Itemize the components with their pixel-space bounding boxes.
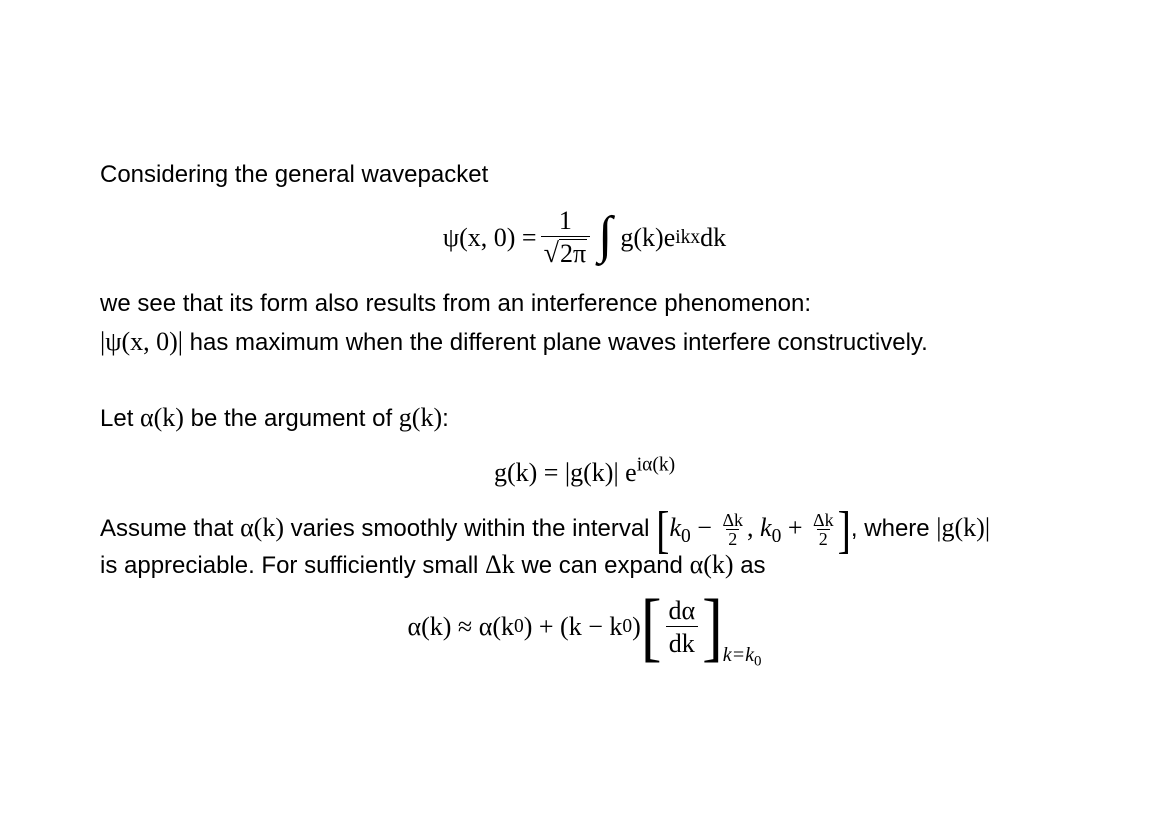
- eval-text: k=k: [722, 643, 754, 666]
- delta-k: Δk: [722, 510, 744, 531]
- eq3-close: ): [632, 612, 641, 642]
- para1-line1: we see that its form also results from an interference phenomenon:: [100, 290, 812, 317]
- para3-text-a: Assume that: [100, 514, 241, 542]
- para2-text-a: Let: [100, 405, 141, 432]
- eq2-lhs: g(k) = |g(k)| e: [493, 458, 637, 487]
- eq1-sqrt: √ 2π: [543, 238, 587, 270]
- alpha-k: α(k): [140, 403, 184, 432]
- eq2-exponent: iα(k): [636, 454, 676, 476]
- abs-g-k: |g(k)|: [936, 512, 991, 542]
- para3-line2-a: is appreciable. For sufficiently small: [100, 552, 486, 579]
- k-symbol: k: [669, 512, 682, 542]
- d-alpha: dα: [668, 596, 696, 625]
- g-k: g(k): [398, 403, 443, 432]
- derivative-fraction: [665, 596, 698, 659]
- wavepacket-equation: ψ(x, 0) = 1 √ 2π ∫ g(k)e ikx dk: [442, 206, 727, 270]
- para2-line: [100, 403, 449, 434]
- para3-text-b: varies smoothly within the interval: [284, 514, 657, 542]
- two: 2: [818, 529, 828, 550]
- para2-text-c: :: [442, 405, 449, 432]
- para3-text-c: , where: [850, 514, 937, 542]
- para3-line1: [100, 500, 991, 559]
- d-k: dk: [666, 626, 698, 659]
- plus-sign: +: [781, 512, 810, 542]
- eq1-fraction: [541, 206, 591, 269]
- delta-k: Δk: [813, 510, 834, 531]
- eq1-sqrt-arg: 2π: [559, 238, 587, 268]
- psi-abs: |ψ(x, 0)|: [100, 327, 184, 356]
- para1-line2: [100, 327, 928, 358]
- half-delta-fraction: [720, 511, 745, 549]
- eq1-frac-num: 1: [558, 206, 572, 235]
- alpha-k: α(k): [240, 512, 285, 542]
- para1-line2-text: has maximum when the different plane waves interfere constructively.: [183, 329, 928, 356]
- half-delta-fraction: [811, 511, 836, 549]
- interval-expression: [$k_0$ − $\frac{\Delta k}{2}$ , $k_0$ + $\frac{\Delta k}{2}$ ]: [656, 500, 851, 559]
- eq1-integrand: g(k)e: [620, 222, 676, 252]
- eq1-tail: dk: [700, 222, 727, 252]
- k-sub: 0: [681, 525, 691, 547]
- para2-text-b: be the argument of: [183, 405, 399, 432]
- para3-line2: [100, 550, 766, 581]
- comma: ,: [747, 512, 761, 542]
- eq3-lhs: α(k) ≈ α(k: [407, 612, 514, 642]
- evaluation-point: [722, 643, 762, 670]
- para3-line2-c: as: [733, 552, 766, 579]
- eval-sub: 0: [754, 653, 762, 670]
- k-symbol: k: [760, 512, 772, 542]
- polar-form-equation: [0, 454, 1169, 488]
- integral-sign: ∫: [598, 206, 613, 264]
- taylor-expansion-equation: α(k) ≈ α(k 0 ) + (k − k 0 ) [ $\frac{d\alpha}{dk}$ ] $k=k_0$: [407, 584, 762, 670]
- eq1-lhs: ψ(x, 0) =: [442, 222, 537, 252]
- minus-sign: −: [690, 512, 719, 542]
- alpha-k: α(k): [689, 550, 734, 579]
- delta-k: Δk: [485, 550, 515, 579]
- two: 2: [728, 529, 738, 550]
- para3-line2-b: we can expand: [514, 552, 690, 579]
- k-sub: 0: [771, 525, 782, 547]
- intro-text: Considering the general wavepacket: [100, 161, 489, 188]
- eq3-mid: ) + (k − k: [523, 612, 623, 642]
